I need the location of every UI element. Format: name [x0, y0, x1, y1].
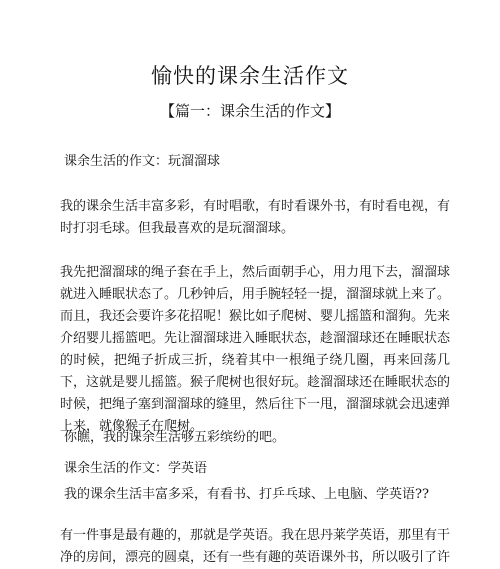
paragraph-1: 我的课余生活丰富多彩，有时唱歌，有时看课外书，有时看电视，有时打羽毛球。但我最喜欢的是玩溜溜球。: [60, 199, 451, 236]
document-title: 愉快的课余生活作文: [151, 64, 349, 88]
document-subtitle: 【篇一：课余生活的作文】: [159, 102, 340, 120]
paragraph-5: 有一件事是最有趣的，那就是学英语。我在思丹莱学英语，那里有干净的房间，漂亮的圆桌，还有一些有趣的英语课外书，所以吸引了许: [60, 528, 451, 565]
paragraph-2: 我先把溜溜球的绳子套在手上，然后面朝手心，用力甩下去，溜溜球就进入睡眠状态了。几秒钟后，用手腕轻轻一提，溜溜球就上来了。而且，我还会要许多花招呢！猴比如子爬树、婴儿摇篮和溜狗。先来介绍婴儿摇篮吧。先让溜溜球进入睡眠状态，趁溜溜球还在睡眠状态的时候，把绳子折成三折，绕着其中一根绳子绕几圈，再来回荡几下，这就是婴儿摇篮。猴子爬树也很好玩。趁溜溜球还在睡眠状态的时候，把绳子塞到溜溜球的缝里，然后往下一甩，溜溜球就会迅速弹上来，就像猴子在爬树。: [60, 265, 451, 434]
section-heading-yoyo: 课余生活的作文：玩溜溜球: [64, 154, 221, 169]
paragraph-4: 我的课余生活丰富多采，有看书、打乒乓球、上电脑、学英语??: [64, 487, 429, 502]
section-heading-english: 课余生活的作文：学英语: [64, 461, 208, 476]
paragraph-3: 你瞧，我的课余生活够五彩缤纷的吧。: [64, 430, 286, 445]
